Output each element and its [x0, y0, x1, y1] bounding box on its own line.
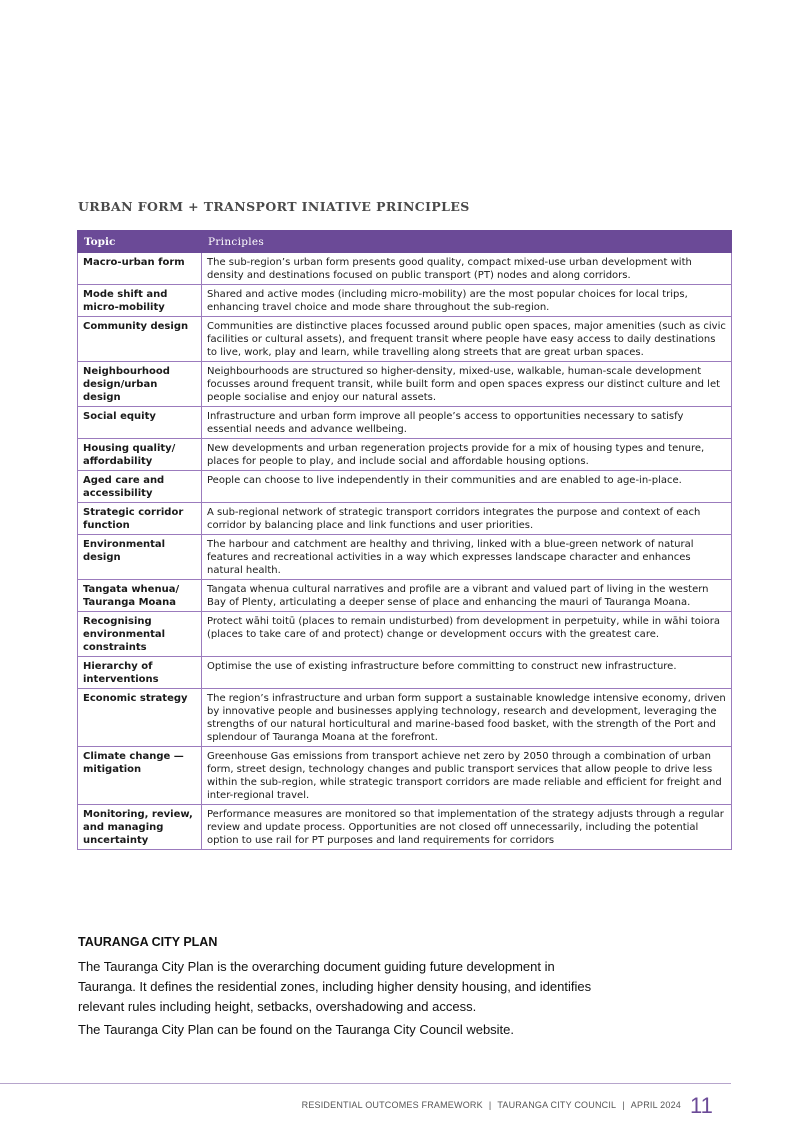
topic-cell: Housing quality/ affordability [78, 439, 202, 471]
city-plan-website-note: The Tauranga City Plan can be found on the Tauranga City Council website. [78, 1022, 515, 1037]
footer [302, 1100, 681, 1110]
table-row [78, 407, 732, 439]
footer-doc-title: RESIDENTIAL OUTCOMES FRAMEWORK [301, 1100, 483, 1110]
city-plan-body: The Tauranga City Plan is the overarching document guiding future development in Tauranga. It defines the residential zones, including higher density housing, and identifies relevant rules including height, setbacks, overshadowing and access. [78, 959, 592, 1014]
principle-cell: The harbour and catchment are healthy and thriving, linked with a blue-green network of natural features and recreational activities in a way which expresses landscape character and enhances natural health. [202, 535, 732, 580]
table-header [78, 231, 732, 253]
table-row [78, 285, 732, 317]
footer-divider [0, 1083, 731, 1084]
section-title: URBAN FORM + TRANSPORT INIATIVE PRINCIPLES [78, 199, 470, 214]
topic-cell: Community design [78, 317, 202, 362]
table-row [78, 317, 732, 362]
topic-cell: Environmental design [78, 535, 202, 580]
principle-cell: Neighbourhoods are structured so higher-density, mixed-use, walkable, human-scale development focusses around frequent transit, while built form and open spaces express our distinct culture and let people socialise and enjoy our natural assets. [202, 362, 732, 407]
table-body [78, 253, 732, 850]
table-row [78, 580, 732, 612]
table-row [78, 747, 732, 805]
topic-cell: Recognising environmental constraints [78, 612, 202, 657]
table-row [78, 471, 732, 503]
topic-cell: Climate change — mitigation [78, 747, 202, 805]
table-row [78, 657, 732, 689]
principle-cell: Protect wāhi toitū (places to remain undisturbed) from development in perpetuity, while in wāhi toiora (places to take care of and protect) change or development occurs with the greatest care. [202, 612, 732, 657]
principle-cell: The sub-region’s urban form presents good quality, compact mixed-use urban development with density and destinations focused on public transport (PT) nodes and along corridors. [202, 253, 732, 285]
table-row [78, 362, 732, 407]
topic-cell: Economic strategy [78, 689, 202, 747]
table-row [78, 253, 732, 285]
topic-cell: Monitoring, review, and managing uncertainty [78, 805, 202, 850]
principle-cell: Tangata whenua cultural narratives and profile are a vibrant and valued part of living in the western Bay of Plenty, articulating a deeper sense of place and enhancing the mauri of Tauranga Moana. [202, 580, 732, 612]
topic-cell: Strategic corridor function [78, 503, 202, 535]
principle-cell: Infrastructure and urban form improve all people’s access to opportunities necessary to satisfy essential needs and advance wellbeing. [202, 407, 732, 439]
principle-cell: A sub-regional network of strategic transport corridors integrates the purpose and context of each corridor by balancing place and link functions and user priorities. [202, 503, 732, 535]
principle-cell: Communities are distinctive places focussed around public open spaces, major amenities (such as civic facilities or cultural assets), and frequent transit where people have easy access to daily destinations to live, work, play and learn, while travelling along streets that are great urban spaces. [202, 317, 732, 362]
principle-cell: The region’s infrastructure and urban form support a sustainable knowledge intensive economy, driven by innovative people and businesses applying technology, research and development, leveraging the strengths of our natural horticultural and marine-based food basket, with the strength of the Port and splendour of Tauranga Moana at the forefront. [202, 689, 732, 747]
principle-cell: Optimise the use of existing infrastructure before committing to construct new infrastructure. [202, 657, 732, 689]
topic-cell: Aged care and accessibility [78, 471, 202, 503]
table-row [78, 612, 732, 657]
footer-separator: | [488, 1100, 492, 1110]
footer-org: TAURANGA CITY COUNCIL [497, 1100, 617, 1110]
table-row [78, 535, 732, 580]
city-plan-heading: TAURANGA CITY PLAN [78, 935, 218, 949]
topic-cell: Social equity [78, 407, 202, 439]
topic-cell: Macro-urban form [78, 253, 202, 285]
principle-cell: New developments and urban regeneration projects provide for a mix of housing types and tenure, places for people to play, and include social and affordable housing options. [202, 439, 732, 471]
principle-cell: Greenhouse Gas emissions from transport achieve net zero by 2050 through a combination of urban form, street design, technology changes and public transport services that allow people to drive less within the sub-region, while strategic transport corridors are made reliable and efficient for freight and inter-regional travel. [202, 747, 732, 805]
footer-separator: | [622, 1100, 625, 1110]
principles-table [77, 230, 732, 850]
table-header-row [78, 231, 732, 253]
column-header-principles: Principles [202, 231, 732, 253]
table-row [78, 805, 732, 850]
page-number: 11 [690, 1093, 713, 1118]
column-header-topic: Topic [78, 231, 202, 253]
topic-cell: Neighbourhood design/urban design [78, 362, 202, 407]
topic-cell: Mode shift and micro-mobility [78, 285, 202, 317]
topic-cell: Hierarchy of interventions [78, 657, 202, 689]
table-row [78, 689, 732, 747]
principle-cell: People can choose to live independently in their communities and are enabled to age-in-place. [202, 471, 732, 503]
principle-cell: Shared and active modes (including micro-mobility) are the most popular choices for local trips, enhancing travel choice and mode share throughout the sub-region. [202, 285, 732, 317]
topic-cell: Tangata whenua/ Tauranga Moana [78, 580, 202, 612]
principle-cell: Performance measures are monitored so that implementation of the strategy adjusts through a regular review and update process. Opportunities are not closed off unnecessarily, including the potential option to use rail for PT purposes and land requirements for corridors [202, 805, 732, 850]
table-row [78, 503, 732, 535]
table-row [78, 439, 732, 471]
footer-date: APRIL 2024 [630, 1100, 681, 1110]
